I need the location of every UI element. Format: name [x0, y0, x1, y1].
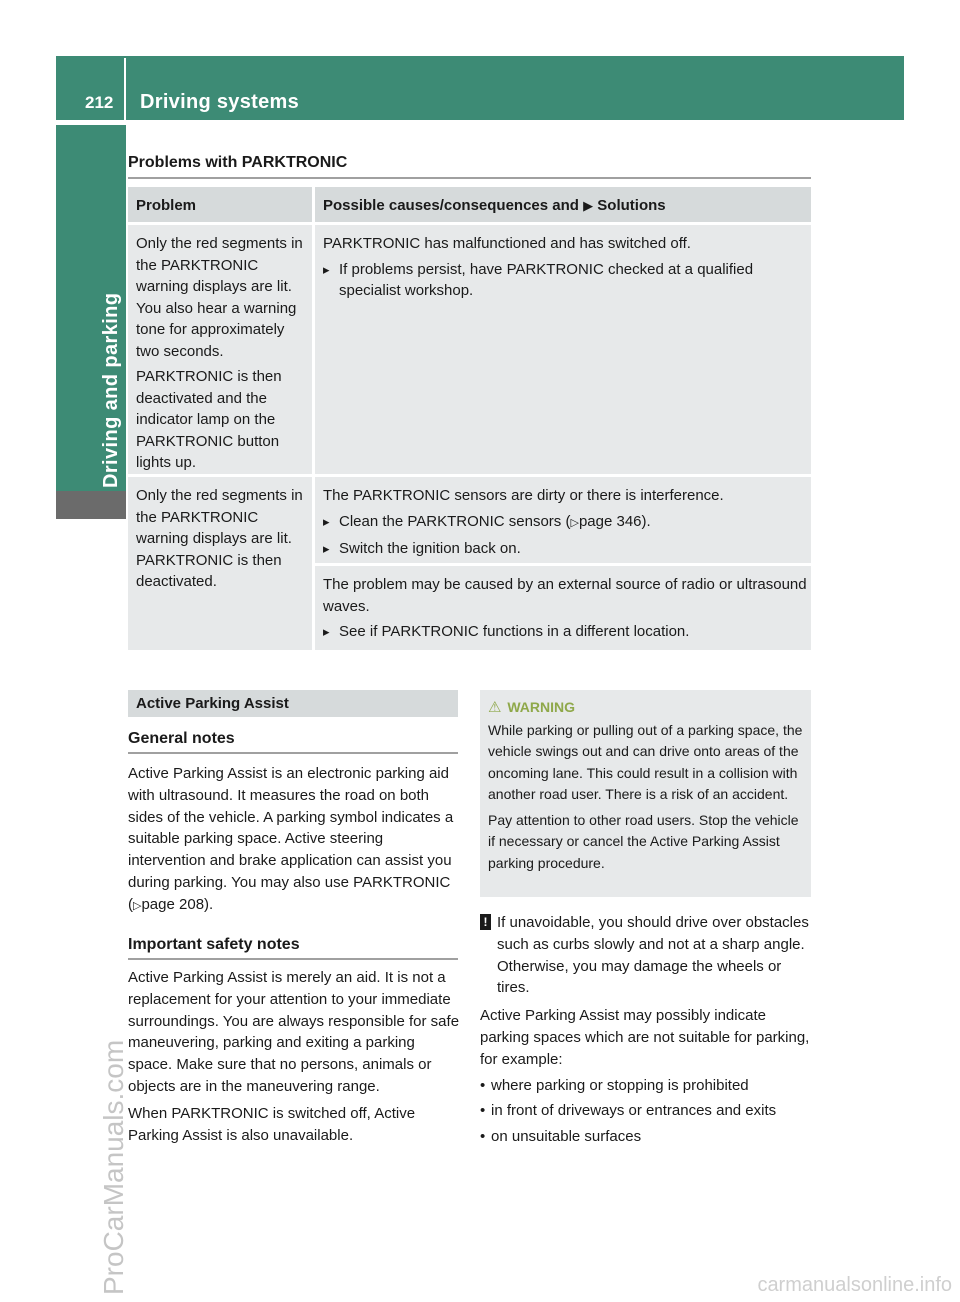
page-ref-link[interactable]: page 208: [141, 895, 205, 913]
cause-2b: The problem may be caused by an external source of radio or ultrasound waves.: [323, 576, 807, 615]
list-item: • where parking or stopping is prohibited: [480, 1075, 815, 1097]
cause-1: PARKTRONIC has malfunctioned and has switched off.: [323, 235, 691, 252]
table-cell-problem-1: [128, 225, 312, 474]
warning-paragraph-1: While parking or pulling out of a parking space, the vehicle swings out and can drive onto areas of the oncoming lane. This could result in a collision with another road user. There is a risk of an accident.: [488, 721, 803, 802]
problem-2-text: Only the red segments in the PARKTRONIC warning displays are lit. PARKTRONIC is then deactivated.: [136, 487, 303, 590]
list-item: • on unsuitable surfaces: [480, 1126, 815, 1148]
footer-watermark: carmanualsonline.info: [757, 1274, 952, 1296]
page-number: 212: [85, 93, 114, 112]
arrow-icon: ▶: [583, 198, 594, 213]
solution-step: [323, 511, 807, 535]
step-text: Clean the PARKTRONIC sensors (: [339, 512, 571, 530]
general-notes-heading: General notes: [128, 730, 235, 747]
right-column: [480, 912, 815, 1152]
safety-notes-heading: Important safety notes: [128, 936, 300, 953]
warning-paragraph-2: Pay attention to other road users. Stop the vehicle if necessary or cancel the Active Parking Assist parking procedure.: [488, 811, 799, 871]
solution-step: ▸ Switch the ignition back on.: [323, 538, 807, 560]
safety-paragraph-1: Active Parking Assist is merely an aid. It is not a replacement for your attention to your immediate surroundings. You are always responsible for safe maneuvering, parking and exiting a parking space. Make sure that no persons, animals or objects are in the maneuvering range.: [128, 969, 460, 1095]
exclamation-icon: !: [480, 914, 491, 930]
problem-1-text: Only the red segments in the PARKTRONIC warning displays are lit. You also hear a warning tone for approximately two seconds.: [136, 235, 303, 360]
list-item: • in front of driveways or entrances and exits: [480, 1100, 815, 1122]
general-notes-body: [128, 763, 463, 923]
safety-notes-rule: [128, 958, 458, 960]
warning-triangle-icon: ⚠: [488, 699, 502, 716]
warning-box: [480, 690, 811, 897]
solution-step: ▸ If problems persist, have PARKTRONIC checked at a qualified specialist workshop.: [323, 259, 807, 302]
notice-box: [480, 912, 815, 999]
side-tab-label: Driving and parking: [100, 292, 122, 488]
problems-title: Problems with PARKTRONIC: [128, 154, 348, 171]
step-text-end: ).: [641, 512, 651, 530]
table-cell-solution-2a: [315, 477, 811, 563]
header-text-pre: Possible causes/consequences and: [323, 197, 584, 214]
page-ref-link[interactable]: page 346: [578, 512, 642, 530]
safety-paragraph-2: When PARKTRONIC is switched off, Active Parking Assist is also unavailable.: [128, 1104, 416, 1144]
warning-title-row: [488, 697, 803, 719]
cause-2a: The PARKTRONIC sensors are dirty or there is interference.: [323, 487, 724, 504]
watermark: ProCarManuals.com: [98, 1039, 129, 1295]
table-cell-solution-1: [315, 225, 811, 474]
general-text-end: ).: [204, 895, 214, 913]
side-tab-marker: [56, 491, 126, 519]
page-ref-icon: ▷: [570, 516, 579, 529]
general-notes-paragraph: [128, 763, 463, 918]
section-title: Driving systems: [140, 91, 300, 113]
general-text: Active Parking Assist is an electronic parking aid with ultrasound. It measures the road on both sides of the vehicle. A parking symbol indicates a suitable parking space. Active steering intervention and brake application can assist you during parking. You may also use PARKTRONIC (: [128, 765, 454, 913]
safety-notes-body: [128, 967, 463, 1151]
general-notes-rule: [128, 752, 458, 754]
table-header-problem: Problem: [128, 187, 312, 222]
unsuitable-intro: Active Parking Assist may possibly indicate parking spaces which are not suitable for parking, for example:: [480, 1007, 810, 1068]
problem-1-result: PARKTRONIC is then deactivated and the indicator lamp on the PARKTRONIC button lights up.: [136, 368, 282, 471]
header-divider: [124, 58, 126, 120]
header-text-post: Solutions: [593, 197, 666, 214]
page-ref-icon: ▷: [133, 899, 142, 912]
warning-title: WARNING: [507, 699, 576, 715]
table-cell-solution-2b: [315, 566, 811, 650]
solution-step: ▸ See if PARKTRONIC functions in a different location.: [323, 621, 807, 643]
table-header-solutions: [315, 187, 811, 222]
table-cell-problem-2: [128, 477, 312, 650]
unsuitable-list: [480, 1075, 815, 1148]
notice-text: If unavoidable, you should drive over obstacles such as curbs slowly and not at a sharp angle. Otherwise, you may damage the wheels or tires.: [497, 914, 809, 997]
apa-band-title: Active Parking Assist: [128, 690, 458, 717]
problems-rule: [128, 177, 811, 179]
